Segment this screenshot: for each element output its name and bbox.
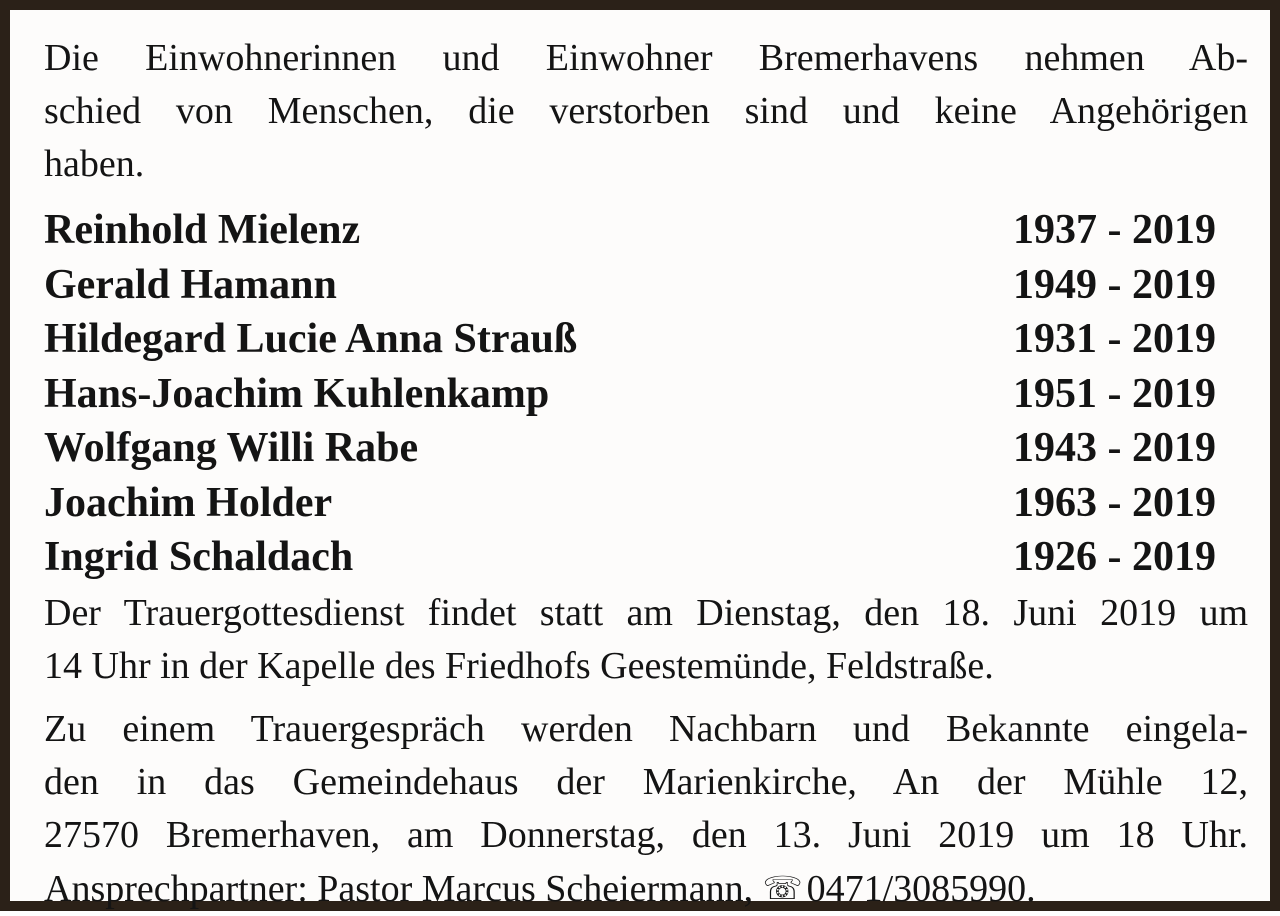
deceased-entry	[44, 258, 1216, 313]
deceased-entry	[44, 476, 1216, 531]
deceased-years: 1931 - 2019	[1013, 316, 1216, 362]
phone-number: 0471/3085990.	[806, 867, 1036, 910]
intro-line: Die Einwohnerinnen und Einwohner Bremerhavens nehmen Ab-	[44, 37, 1248, 79]
deceased-name: Reinhold Mielenz	[44, 207, 361, 253]
talk-line: 27570 Bremerhaven, am Donnerstag, den 13. Juni 2019 um 18 Uhr.	[44, 813, 1248, 856]
deceased-years: 1949 - 2019	[1013, 261, 1216, 308]
deceased-name: Wolfgang Willi Rabe	[44, 425, 419, 471]
talk-line: Zu einem Trauergespräch werden Nachbarn und Bekannte eingela-	[44, 707, 1248, 750]
service-paragraph	[44, 587, 1248, 693]
deceased-entry	[44, 312, 1216, 367]
deceased-entry	[44, 530, 1216, 585]
telephone-icon: ☏	[762, 868, 803, 907]
talk-paragraph	[44, 703, 1248, 916]
notice-content	[44, 32, 1248, 916]
talk-line: den in das Gemeindehaus der Marienkirche, An der Mühle 12,	[44, 760, 1248, 803]
deceased-entry	[44, 367, 1216, 422]
deceased-name: Ingrid Schaldach	[44, 534, 354, 580]
contact-line	[44, 862, 1248, 916]
intro-line: schied von Menschen, die verstorben sind und keine Angehörigen	[44, 90, 1248, 132]
deceased-years: 1943 - 2019	[1013, 425, 1216, 471]
deceased-name: Hildegard Lucie Anna Strauß	[44, 316, 578, 362]
deceased-years: 1937 - 2019	[1013, 207, 1216, 253]
intro-line: haben.	[44, 143, 145, 185]
deceased-name: Gerald Hamann	[44, 261, 337, 308]
deceased-entry	[44, 421, 1216, 476]
service-line: 14 Uhr in der Kapelle des Friedhofs Geestemünde, Feldstraße.	[44, 644, 994, 687]
service-line: Der Trauergottesdienst findet statt am Dienstag, den 18. Juni 2019 um	[44, 591, 1248, 634]
deceased-name: Joachim Holder	[44, 479, 333, 526]
deceased-entry	[44, 203, 1216, 258]
contact-text: Ansprechpartner: Pastor Marcus Scheiermann,	[44, 867, 754, 910]
deceased-years: 1963 - 2019	[1013, 479, 1216, 526]
deceased-years: 1926 - 2019	[1013, 534, 1216, 580]
deceased-list	[44, 203, 1216, 585]
intro-paragraph	[44, 32, 1248, 191]
deceased-years: 1951 - 2019	[1013, 370, 1216, 417]
deceased-name: Hans-Joachim Kuhlenkamp	[44, 370, 550, 417]
